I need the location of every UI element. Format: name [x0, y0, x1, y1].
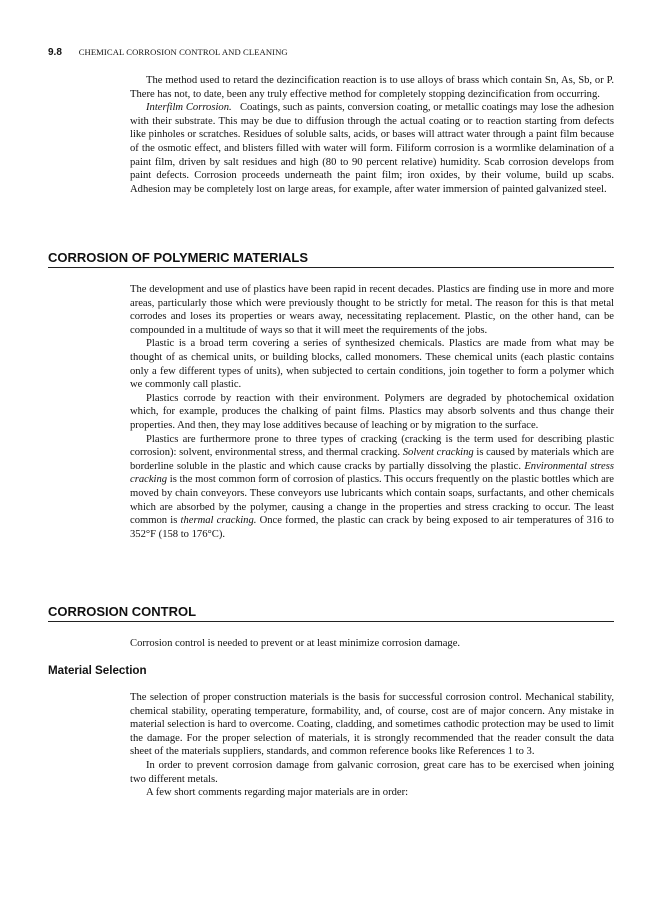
control-intro: Corrosion control is needed to prevent or at least minimize corrosion damage.: [130, 638, 461, 649]
thermal-cracking-text: Once formed, the plastic can crack by being exposed to air temperatures of 316 to 352°F (158 to 176°C).: [130, 515, 614, 540]
subheading-material-selection: Material Selection: [48, 664, 147, 677]
page-number: 9.8: [48, 47, 62, 58]
section-heading-control: CORROSION CONTROL: [48, 604, 614, 622]
polymeric-paragraph-4: [130, 433, 614, 542]
section-heading-polymeric: CORROSION OF POLYMERIC MATERIALS: [48, 250, 614, 268]
dezincification-paragraph: The method used to retard the dezincification reaction is to use alloys of brass which contain Sn, As, Sb, or P. There has not, to date, been any truly effective method for completely stopping dezincification from occurring.: [130, 75, 614, 100]
interfilm-paragraph: [130, 101, 614, 196]
polymeric-paragraph-3: Plastics corrode by reaction with their environment. Polymers are degraded by photochemical oxidation which, for example, produces the chalking of paint films. Plastics may absorb solvents and thus change their properties. And then, they may lose additives because of leaching or by migration to the surface.: [130, 392, 614, 431]
environmental-stress-term: Environmental stress cracking: [130, 460, 614, 486]
polymeric-text-block: [130, 283, 614, 541]
material-selection-block: [130, 691, 614, 800]
material-selection-paragraph-3: A few short comments regarding major materials are in order:: [146, 787, 409, 799]
chapter-title: CHEMICAL CORROSION CONTROL AND CLEANING: [78, 47, 288, 57]
thermal-cracking-term: thermal cracking.: [180, 515, 257, 527]
top-text-block: [130, 74, 614, 196]
material-selection-paragraph-2: In order to prevent corrosion damage from galvanic corrosion, great care has to be exercised when joining two different metals.: [130, 759, 614, 785]
solvent-cracking-term: Solvent cracking: [402, 447, 474, 459]
material-selection-paragraph-1: The selection of proper construction materials is the basis for successful corrosion control. Mechanical stability, chemical stability, operating temperature, formability, and, of course, cost are of major concern. Any mistake in material selection is hard to overcome. Coating, cladding, and sometimes cathodic protection may be used to limit the damage. For the proper selection of materials, it is strongly recommended that the reader consult the data sheet of the materials suppliers, standards, and common reference books like References 1 to 3.: [130, 692, 614, 758]
polymeric-paragraph-1: The development and use of plastics have been rapid in recent decades. Plastics are finding use in more and more areas, particularly those which were previously thought to be strictly for metal. The reason for this is that metal corrodes and loses its properties or wears away, necessitating replacement. Plastic, on the other hand, can be compounded in a multitude of ways so that it will meet the requirements of the jobs.: [130, 284, 614, 336]
solvent-cracking-text: is caused by materials which are borderline soluble in the plastic and which cause cracks by partially dissolving the plastic.: [130, 447, 614, 472]
cracking-intro: Plastics are furthermore prone to three types of cracking (cracking is the term used for describing plastic corrosion): solvent, environmental stress, and thermal cracking.: [130, 433, 614, 459]
control-intro-block: [130, 637, 614, 651]
interfilm-text: Coatings, such as paints, conversion coating, or metallic coatings may lose the adhesion with their substrate. This may be due to diffusion through the actual coating or to reaction starting from defects like pinholes or scratches. Residues of soluble salts, acids, or bases will attract water through a paint film because of the osmotic effect, and blisters filled with water will form. Filiform corrosion is a wormlike delamination of a paint film, driven by salt residues and high (80 to 90 percent relative) humidity. Scab corrosion develops from paint defects. Corrosion proceeds underneath the paint film; iron oxides, by their volume, build up scabs. Adhesion may be completely lost on large areas, for example, after water immersion of painted galvanized steel.: [130, 102, 614, 195]
polymeric-paragraph-2: Plastic is a broad term covering a series of synthesized chemicals. Plastics are made from what may be thought of as chemical units, or building blocks, called monomers. These chemical units (each plastic contains only a few different types of units), when subjected to certain conditions, join together to form a polymer which we commonly call plastic.: [130, 338, 614, 391]
environmental-stress-text: is the most common form of corrosion of plastics. This occurs frequently on the plastic bottles which are moved by chain conveyors. These conveyors use lubricants which contain soaps, surfactants, and other chemicals which are absorbed by the polymer, causing a change in the properties and stress cracking to occur. The least common is: [130, 474, 615, 527]
running-header: [48, 47, 288, 58]
interfilm-term: Interfilm Corrosion.: [146, 102, 232, 114]
